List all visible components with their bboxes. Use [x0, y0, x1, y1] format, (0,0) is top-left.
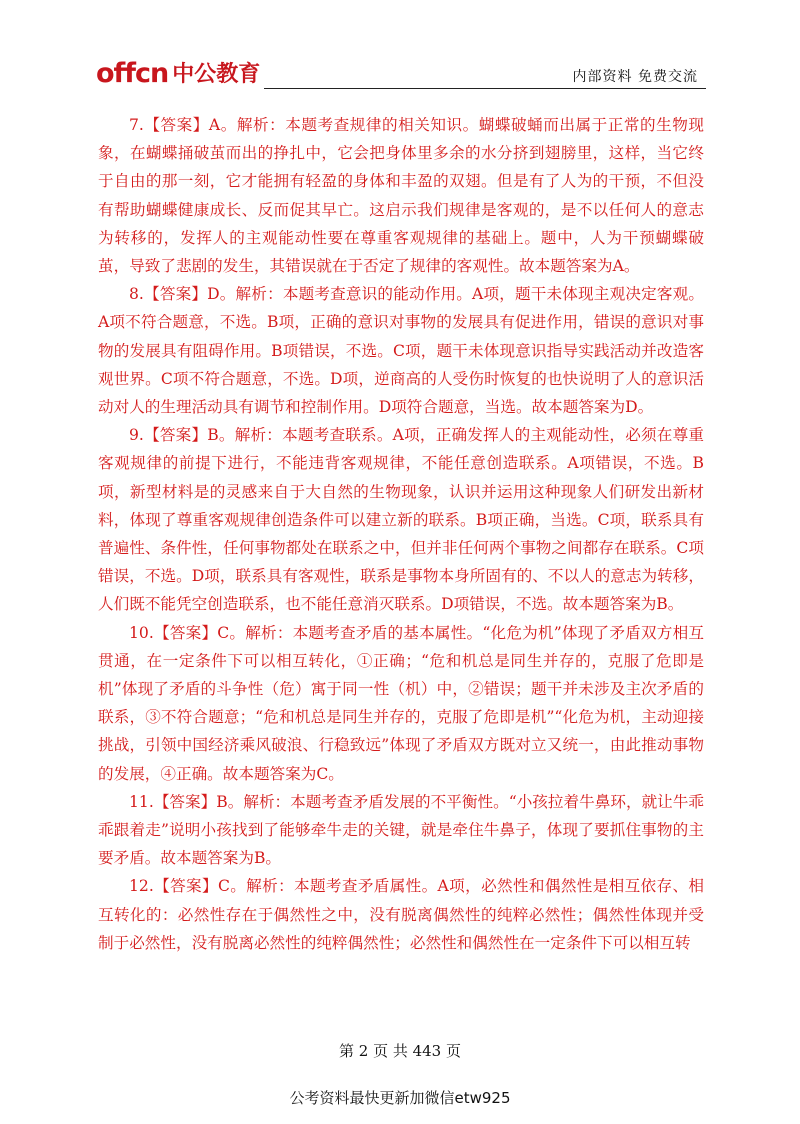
logo-chinese: 中公教育 — [172, 62, 261, 87]
page-number: 第 2 页 共 443 页 — [338, 1042, 461, 1060]
answer-paragraph-12: 12.【答案】C。解析：本题考查矛盾属性。A项，必然性和偶然性是相互依存、相互转化的：必然性存在于偶然性之中，没有脱离偶然性的纯粹必然性；偶然性体现并受制于必然性，没有脱离必然性的纯粹偶然性；必然性和偶然性在一定条件下可以相互转 — [98, 877, 704, 952]
page-header — [96, 58, 706, 90]
answer-paragraph-9: 9.【答案】B。解析：本题考查联系。A项，正确发挥人的主观能动性，必须在尊重客观规律的前提下进行，不能违背客观规律，不能任意创造联系。A项错误，不选。B项，新型材料是的灵感来自于大自然的生物现象，认识并运用这种现象人们研发出新材料，体现了尊重客观规律创造条件可以建立新的联系。B项正确，当选。C项，联系具有普遍性、条件性，任何事物都处在联系之中，但并非任何两个事物之间都存在联系。C项错误，不选。D项，联系具有客观性，联系是事物本身所固有的、不以人的意志为转移，人们既不能凭空创造联系，也不能任意消灭联系。D项错误，不选。故本题答案为B。 — [98, 426, 704, 614]
answer-content — [98, 111, 704, 957]
bottom-note: 公考资料最快更新加微信etw925 — [289, 1089, 511, 1107]
logo-english: offcn — [96, 58, 169, 89]
header-rule — [264, 88, 706, 89]
header-tag: 内部资料 免费交流 — [572, 69, 698, 85]
answer-paragraph-11: 11.【答案】B。解析：本题考查矛盾发展的不平衡性。“小孩拉着牛鼻环，就让牛乖乖跟着走”说明小孩找到了能够牵牛走的关键，就是牵住牛鼻子，体现了要抓住事物的主要矛盾。故本题答案为B。 — [98, 792, 704, 868]
answer-paragraph-8: 8.【答案】D。解析：本题考查意识的能动作用。A项，题干未体现主观决定客观。A项不符合题意，不选。B项，正确的意识对事物的发展具有促进作用，错误的意识对事物的发展具有阻碍作用。B项错误，不选。C项，题干未体现意识指导实践活动并改造客观世界。C项不符合题意，不选。D项，逆商高的人受伤时恢复的也快说明了人的意识活动对人的生理活动具有调节和控制作用。D项符合题意，当选。故本题答案为D。 — [98, 285, 704, 417]
answer-paragraph-7: 7.【答案】A。解析：本题考查规律的相关知识。蝴蝶破蛹而出属于正常的生物现象，在蝴蝶捅破茧而出的挣扎中，它会把身体里多余的水分挤到翅膀里，这样，当它终于自由的那一刻，它才能拥有轻盈的身体和丰盈的双翅。但是有了人为的干预，不但没有帮助蝴蝶健康成长、反而促其早亡。这启示我们规律是客观的，是不以任何人的意志为转移的，发挥人的主观能动性要在尊重客观规律的基础上。题中，人为干预蝴蝶破茧，导致了悲剧的发生，其错误就在于否定了规律的客观性。故本题答案为A。 — [98, 116, 704, 276]
offcn-logo — [96, 58, 260, 88]
answer-paragraph-10: 10.【答案】C。解析：本题考查矛盾的基本属性。“化危为机”体现了矛盾双方相互贯通，在一定条件下可以相互转化，①正确；“危和机总是同生并存的，克服了危即是机”体现了矛盾的斗争性（危）寓于同一性（机）中，②错误；题干并未涉及主次矛盾的联系，③不符合题意；“危和机总是同生并存的，克服了危即是机”“化危为机，主动迎接挑战，引领中国经济乘风破浪、行稳致远”体现了矛盾双方既对立又统一，由此推动事物的发展，④正确。故本题答案为C。 — [98, 623, 704, 783]
